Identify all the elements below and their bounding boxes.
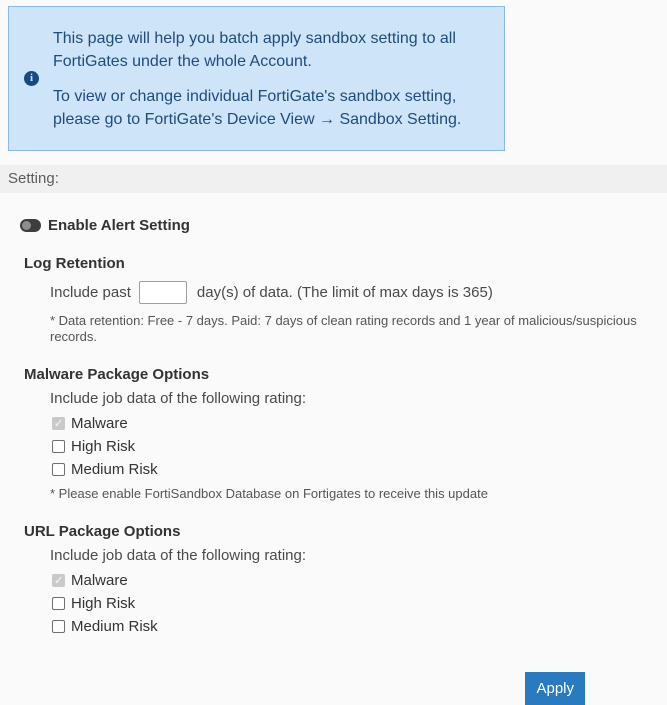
log-retention-row [50, 280, 667, 304]
apply-row [24, 672, 667, 705]
url-package-subtitle: Include job data of the following rating: [50, 547, 307, 564]
checkbox-row-high-risk [52, 439, 667, 454]
url-malware-checkbox [52, 574, 65, 587]
url-checkbox-row-medium-risk [52, 619, 667, 634]
info-icon: i [24, 71, 39, 86]
fortisandbox-database-note: * Please enable FortiSandbox Database on Fortigates to receive this update [50, 486, 488, 501]
url-medium-risk-checkbox-label: Medium Risk [71, 618, 158, 635]
url-checkbox-row-malware [52, 573, 667, 588]
setting-section-header [0, 165, 667, 193]
url-malware-checkbox-label: Malware [71, 572, 128, 589]
checkbox-row-malware [52, 416, 667, 431]
apply-button[interactable]: Apply [525, 672, 585, 705]
malware-checkbox [52, 417, 65, 430]
include-past-label: Include past [50, 283, 131, 301]
alert-toggle[interactable] [20, 219, 41, 232]
malware-package-title: Malware Package Options [24, 366, 210, 383]
url-package-title: URL Package Options [24, 523, 181, 540]
info-paragraph-2: To view or change individual FortiGate's sandbox setting, please go to FortiGate's Device View → Sandbox Setting. [53, 87, 462, 128]
data-retention-note: * Data retention: Free - 7 days. Paid: 7 days of clean rating records and 1 year of malicious/suspicious records. [50, 313, 637, 344]
log-retention-title: Log Retention [24, 255, 125, 272]
days-suffix-label: day(s) of data. (The limit of max days is 365) [196, 283, 493, 301]
url-high-risk-checkbox[interactable] [52, 597, 65, 610]
malware-package-subtitle: Include job data of the following rating: [50, 390, 307, 407]
info-paragraph-1: This page will help you batch apply sandbox setting to all FortiGates under the whole Account. [53, 29, 456, 70]
url-high-risk-checkbox-label: High Risk [71, 595, 136, 612]
malware-checkbox-label: Malware [71, 415, 128, 432]
info-banner [8, 6, 505, 151]
high-risk-checkbox-label: High Risk [71, 438, 136, 455]
days-input[interactable] [139, 281, 187, 304]
url-medium-risk-checkbox[interactable] [52, 620, 65, 633]
url-checkbox-row-high-risk [52, 596, 667, 611]
medium-risk-checkbox[interactable] [52, 463, 65, 476]
settings-form [0, 217, 667, 705]
setting-section-label: Setting: [8, 170, 59, 187]
medium-risk-checkbox-label: Medium Risk [71, 461, 158, 478]
checkbox-row-medium-risk [52, 462, 667, 477]
alert-toggle-label: Enable Alert Setting [48, 217, 190, 234]
high-risk-checkbox[interactable] [52, 440, 65, 453]
info-banner-text [53, 27, 504, 131]
alert-setting-row [20, 217, 667, 234]
